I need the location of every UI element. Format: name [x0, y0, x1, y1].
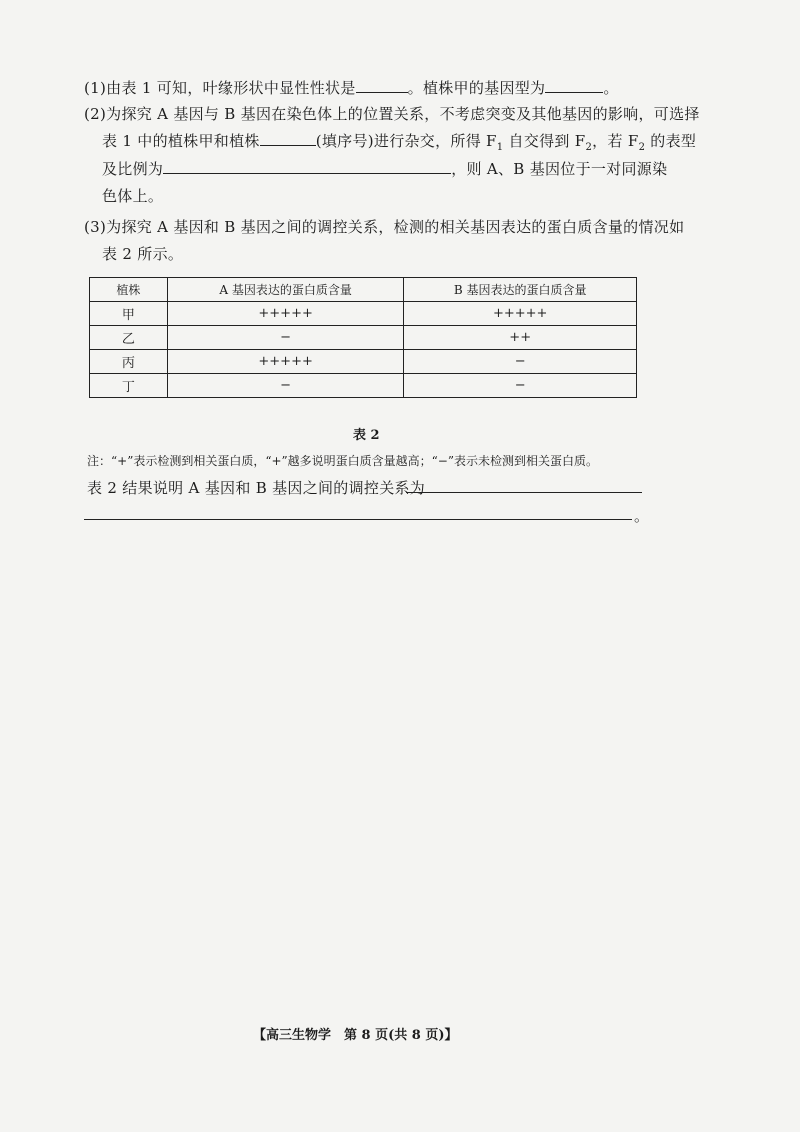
cell-a-level: −	[167, 374, 404, 398]
table-caption: 表 2	[353, 428, 380, 443]
cell-plant: 丁	[90, 374, 168, 398]
subscript-1: 1	[496, 142, 504, 153]
q2-line-2-e: 的表型	[645, 132, 697, 150]
cell-plant: 乙	[90, 326, 168, 350]
result-text: 表 2 结果说明 A 基因和 B 基因之间的调控关系为	[87, 479, 426, 497]
result-end: 。	[634, 507, 650, 525]
q2-line-3	[102, 159, 667, 179]
table-row	[90, 326, 637, 350]
q1-text-c: 。	[603, 79, 619, 97]
cell-b-level: ++	[404, 326, 637, 350]
q2-line-2-d: ，若 F	[592, 132, 639, 150]
q2-line-2-c: 自交得到 F	[503, 132, 586, 150]
q2-line-4: 色体上。	[102, 187, 164, 205]
cell-b-level: +++++	[404, 302, 637, 326]
subscript-2: 2	[585, 142, 593, 153]
answer-blank-genotype[interactable]	[545, 78, 603, 93]
table-2	[89, 277, 637, 398]
page-footer: 【高三生物学 第 8 页(共 8 页)】	[253, 1028, 458, 1043]
table-header-row	[90, 278, 637, 302]
answer-line-2[interactable]	[84, 519, 632, 520]
q2-line-1: (2)为探究 A 基因与 B 基因在染色体上的位置关系，不考虑突变及其他基因的影响，可选择	[84, 105, 700, 123]
q3-line-2: 表 2 所示。	[102, 245, 184, 263]
cell-a-level: −	[167, 326, 404, 350]
cell-plant: 甲	[90, 302, 168, 326]
subscript-3: 2	[638, 142, 646, 153]
q2-line-2-b: (填序号)进行杂交，所得 F	[315, 132, 497, 150]
header-a-protein: A 基因表达的蛋白质含量	[167, 278, 404, 302]
q1-text-b: 。植株甲的基因型为	[407, 79, 546, 97]
question-1	[84, 78, 619, 98]
answer-line-1[interactable]	[406, 492, 642, 493]
cell-a-level: +++++	[167, 350, 404, 374]
table-row	[90, 350, 637, 374]
q3-line-1: (3)为探究 A 基因和 B 基因之间的调控关系，检测的相关基因表达的蛋白质含量的情况如	[84, 218, 685, 236]
header-plant: 植株	[90, 278, 168, 302]
q2-line-2	[102, 131, 696, 158]
table-note: 注：“+”表示检测到相关蛋白质，“+”越多说明蛋白质含量越高；“−”表示未检测到相关蛋白质。	[87, 454, 598, 468]
table-row	[90, 302, 637, 326]
answer-blank-plant-number[interactable]	[260, 131, 316, 146]
cell-plant: 丙	[90, 350, 168, 374]
answer-blank-phenotype-ratio[interactable]	[163, 159, 451, 174]
table-row	[90, 374, 637, 398]
cell-b-level: −	[404, 350, 637, 374]
cell-b-level: −	[404, 374, 637, 398]
q1-text-a: (1)由表 1 可知，叶缘形状中显性性状是	[84, 79, 356, 97]
cell-a-level: +++++	[167, 302, 404, 326]
answer-blank-dominant-trait[interactable]	[356, 78, 408, 93]
q2-line-3-a: 及比例为	[102, 160, 164, 178]
q2-line-3-b: ，则 A、B 基因位于一对同源染	[451, 160, 668, 178]
header-b-protein: B 基因表达的蛋白质含量	[404, 278, 637, 302]
q2-line-2-a: 表 1 中的植株甲和植株	[102, 132, 260, 150]
